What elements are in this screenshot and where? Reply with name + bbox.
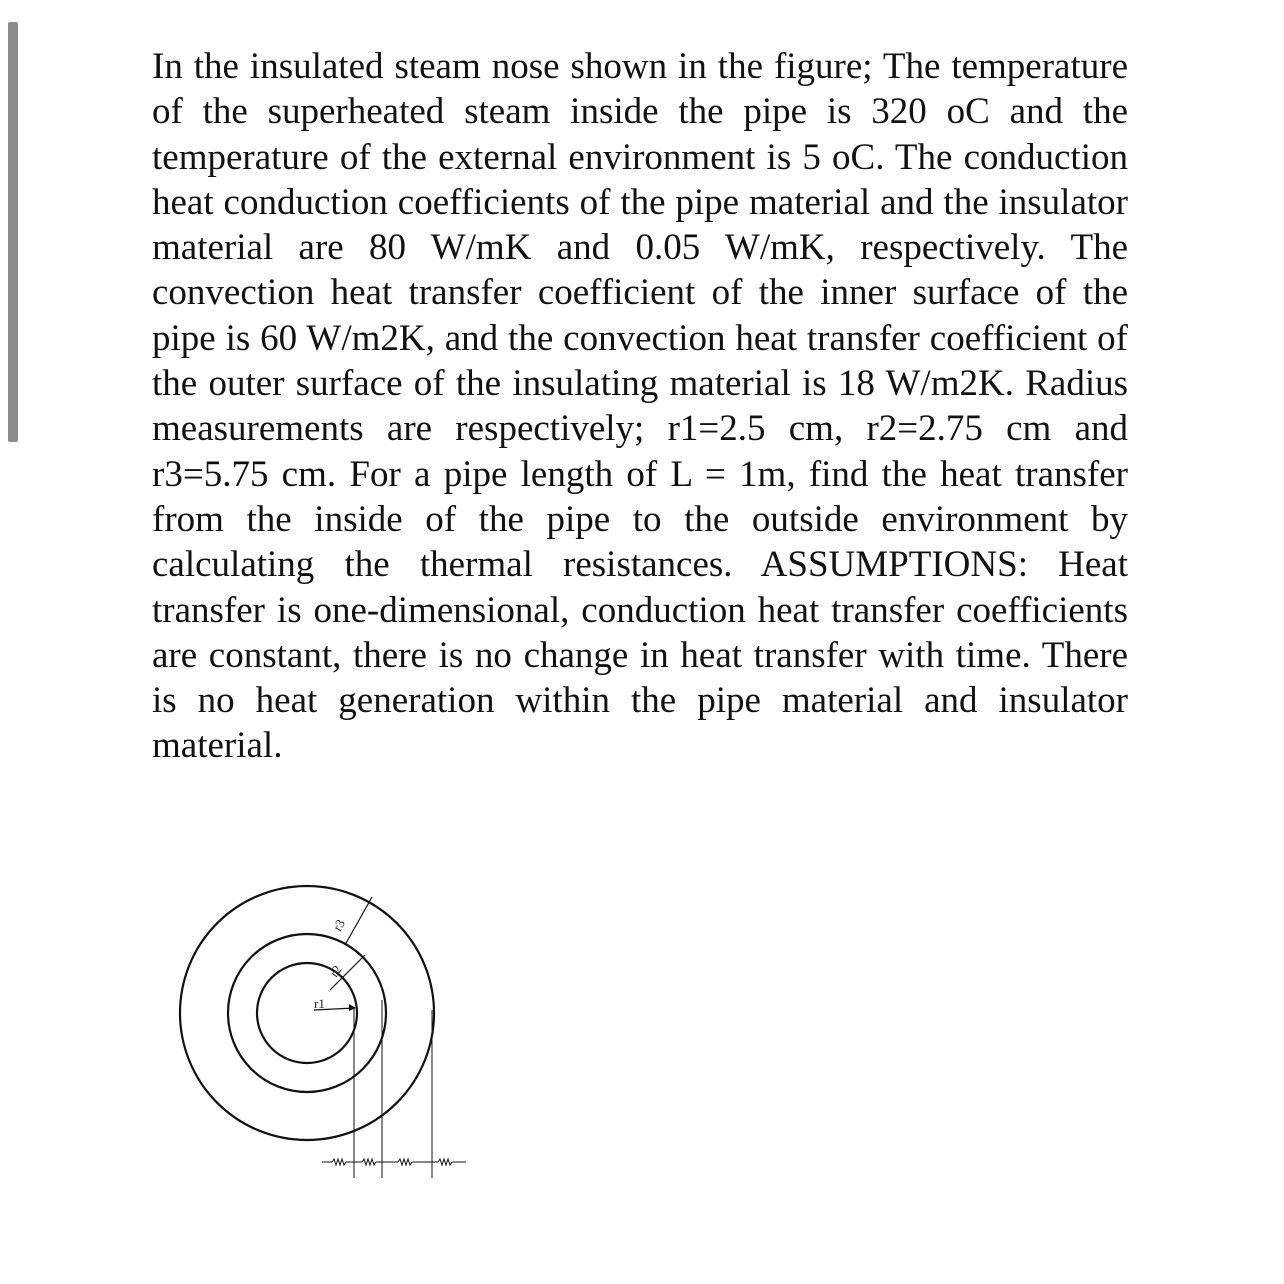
r2-label: r2 (326, 962, 345, 980)
r1-arrowhead (349, 1004, 356, 1011)
r3-label: r3 (329, 916, 349, 934)
pipe-cross-section-figure (160, 870, 480, 1190)
resistor-inner-convection (332, 1159, 346, 1165)
resistor-pipe-conduction (362, 1159, 376, 1165)
resistor-outer-convection (438, 1159, 452, 1165)
resistor-insulation-conduction (398, 1159, 412, 1165)
r3-pointer (345, 897, 372, 945)
resistance-network (322, 1159, 466, 1165)
outer-insulation-circle (180, 886, 434, 1140)
problem-statement: In the insulated steam nose shown in the figure; The temperature of the superheated steam inside the pipe is 320 oC and the temperature of the external environment is 5 oC. The conduction heat conduction coefficients of the pipe material and the insulator material are 80 W/mK and 0.05 W/mK, respectively. The convection heat transfer coefficient of the inner surface of the pipe is 60 W/m2K, and the convection heat transfer coefficient of the outer surface of the insulating material is 18 W/m2K. Radius measurements are respectively; r1=2.5 cm, r2=2.75 cm and r3=5.75 cm. For a pipe length of L = 1m, find the heat transfer from the inside of the pipe to the outside environment by calculating the thermal resistances. ASSUMPTIONS: Heat transfer is one-dimensional, conduction heat transfer coefficients are constant, there is no change in heat transfer with time. There is no heat generation within the pipe material and insulator material. (152, 46, 1128, 767)
scrollbar[interactable] (8, 22, 18, 442)
r1-label: r1 (314, 996, 325, 1011)
